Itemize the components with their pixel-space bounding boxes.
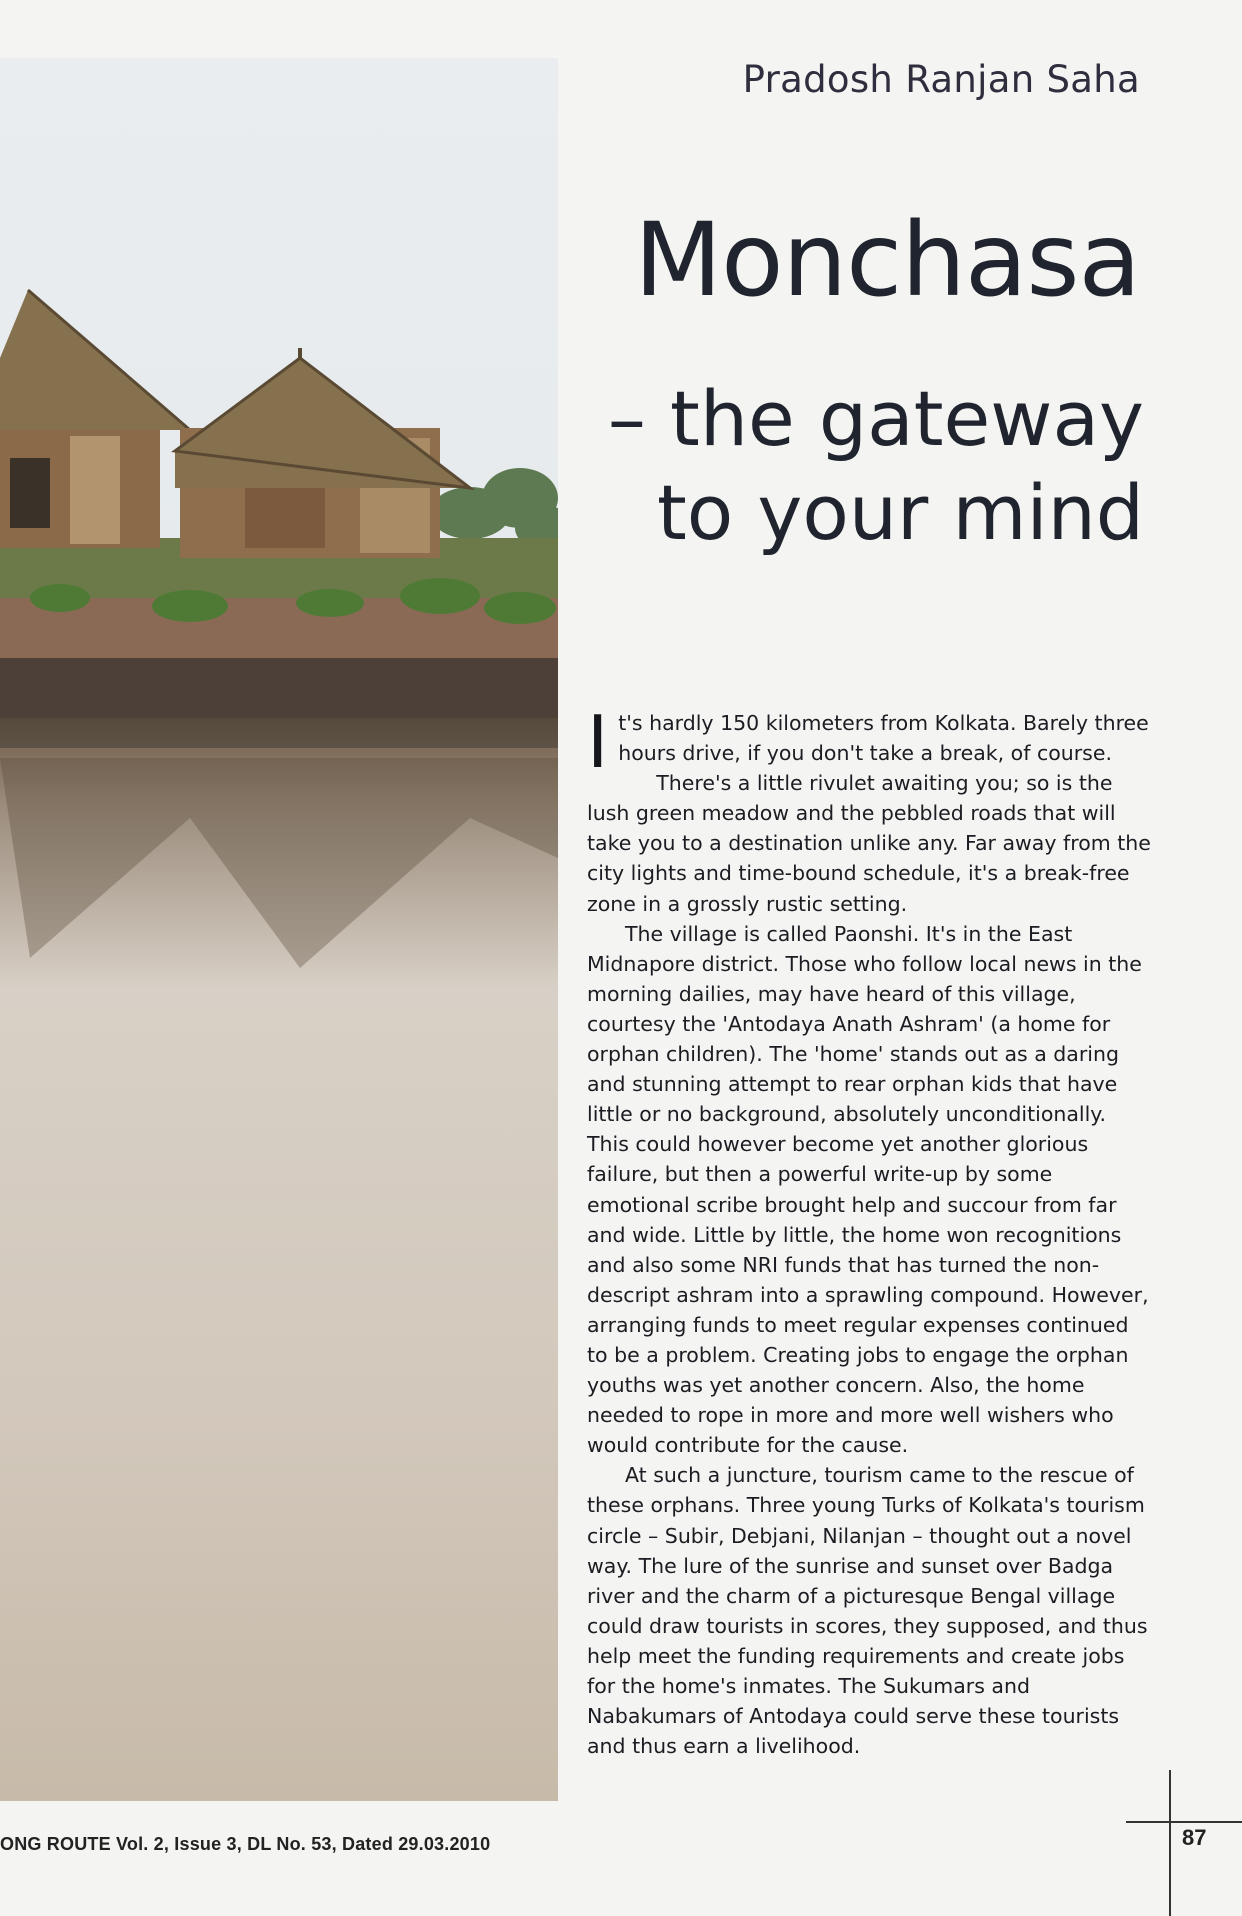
- crop-mark-horizontal: [1126, 1821, 1242, 1823]
- drop-cap: I: [587, 700, 609, 784]
- paragraph-2: There's a little rivulet awaiting you; so is the lush green meadow and the pebbled roads that will take you to a destination unlike any. Far away from the city lights and time-bound schedule, it's a break-free zone in a grossly rustic setting.: [587, 771, 1151, 916]
- paragraph-3: The village is called Paonshi. It's in the East Midnapore district. Those who follow local news in the morning dailies, may have heard of this village, courtesy the 'Antodaya Anath Ashram' (a home for orphan children). The 'home' stands out as a daring and stunning attempt to rear orphan kids that have little or no background, absolutely unconditionally. This could however become yet another glorious failure, but then a powerful write-up by some emotional scribe brought help and succour from far and wide. Little by little, the home won recognitions and also some NRI funds that has turned the non-descript ashram into a sprawling compound. However, arranging funds to meet regular expenses continued to be a problem. Creating jobs to engage the orphan youths was yet another concern. Also, the home needed to rope in more and more well wishers who would contribute for the cause.: [587, 921, 1149, 1458]
- publication-footer: ONG ROUTE Vol. 2, Issue 3, DL No. 53, Dated 29.03.2010: [0, 1834, 491, 1854]
- paragraph-1: [587, 700, 1153, 784]
- article-subtitle: [560, 372, 1144, 560]
- page-number: 87: [1182, 1825, 1207, 1850]
- crop-mark-vertical: [1169, 1770, 1171, 1916]
- subtitle-line-2: to your mind: [656, 468, 1144, 557]
- article-title: Monchasa: [634, 201, 1140, 320]
- article-body: [587, 700, 1153, 1761]
- paragraph-4: At such a juncture, tourism came to the rescue of these orphans. Three young Turks of Kolkata's tourism circle – Subir, Debjani, Nilanjan – thought out a novel way. The lure of the sunrise and sunset over Badga river and the charm of a picturesque Bengal village could draw tourists in scores, they supposed, and thus help meet the funding requirements and create jobs for the home's inmates. The Sukumars and Nabakumars of Antodaya could serve these tourists and thus earn a livelihood.: [587, 1463, 1148, 1759]
- paragraph-1-text: t's hardly 150 kilometers from Kolkata. Barely three hours drive, if you don't take a break, of course.: [618, 711, 1149, 766]
- river-huts-photo: [0, 58, 558, 1801]
- subtitle-line-1: – the gateway: [607, 374, 1144, 463]
- author-byline: Pradosh Ranjan Saha: [742, 58, 1140, 101]
